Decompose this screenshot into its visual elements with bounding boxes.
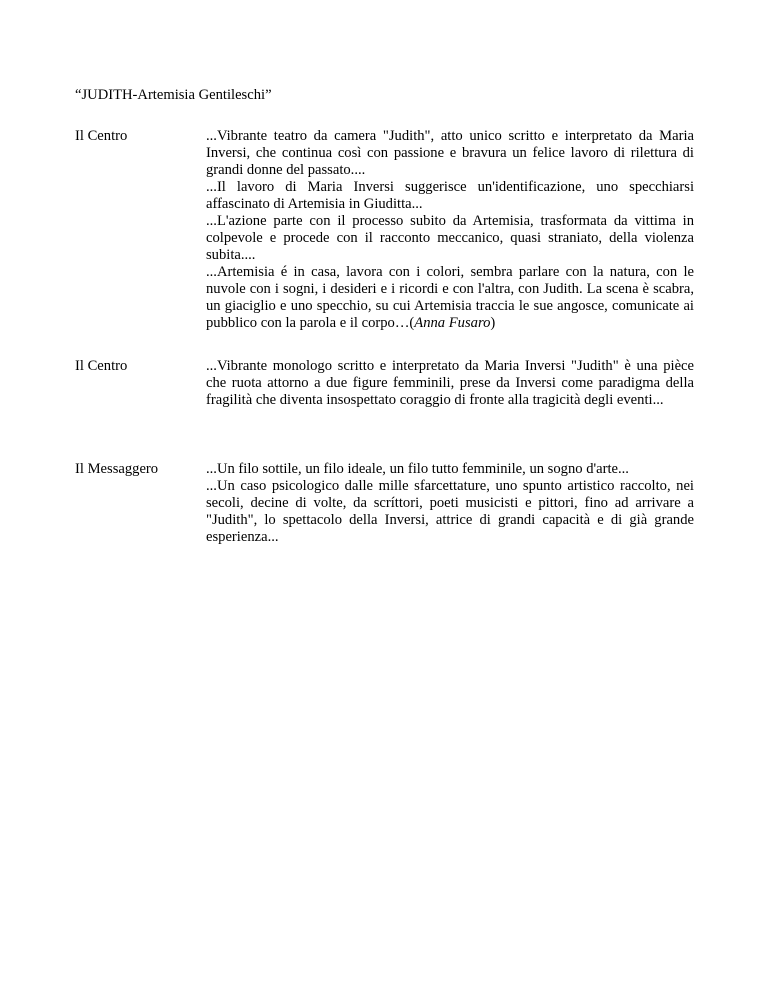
review-paragraph: ...Un filo sottile, un filo ideale, un filo tutto femminile, un sogno d'arte... [206,461,629,477]
review-body [206,358,694,409]
review-paragraph: ...Vibrante monologo scritto e interpretato da Maria Inversi "Judith" è una pièce che ruota attorno a due figure femminili, prese da Inversi come paradigma della fragilità che diventa insospettato coraggio di fronte alla tragicità degli eventi... [206,358,694,408]
review-source: Il Centro [75,358,128,374]
review-paragraph: ...Vibrante teatro da camera "Judith", atto unico scritto e interpretato da Maria Inversi, che continua così con passione e bravura un felice lavoro di rilettura di grandi donne del passato.... [206,128,694,178]
review-paragraph-text: ...Artemisia é in casa, lavora con i colori, sembra parlare con la natura, con le nuvole con i sogni, i desideri e i ricordi e con l'altra, con Judith. La scena è scabra, un giaciglio e uno specchio, su cui Artemisia traccia le sue angosce, comunicate ai pubblico con la parola e il corpo…( [206,264,694,331]
review-paragraph: ...Un caso psicologico dalle mille sfarcettature, uno spunto artistico raccolto, nei secoli, decine di volte, da scríttori, poeti musicisti e pittori, fino ad arrivare a "Judith", lo spettacolo della Inversi, attrice di grandi capacità e di già grande esperienza... [206,478,694,545]
review-source: Il Centro [75,128,128,144]
review-paragraph: ...L'azione parte con il processo subito da Artemisia, trasformata da vittima in colpevole e procede con il racconto meccanico, quasi straniato, della violenza subita.... [206,213,694,263]
review-paragraph: ...Il lavoro di Maria Inversi suggerisce un'identificazione, uno specchiarsi affascinato di Artemisia in Giuditta... [206,179,694,212]
review-source: Il Messaggero [75,461,159,477]
review-body [206,461,694,546]
review-author: Anna Fusaro [414,315,491,331]
document-title: “JUDITH-Artemisia Gentileschi” [75,87,272,103]
review-body [206,128,694,332]
review-closing-paren: ) [490,315,496,331]
review-paragraph-final [206,264,694,332]
